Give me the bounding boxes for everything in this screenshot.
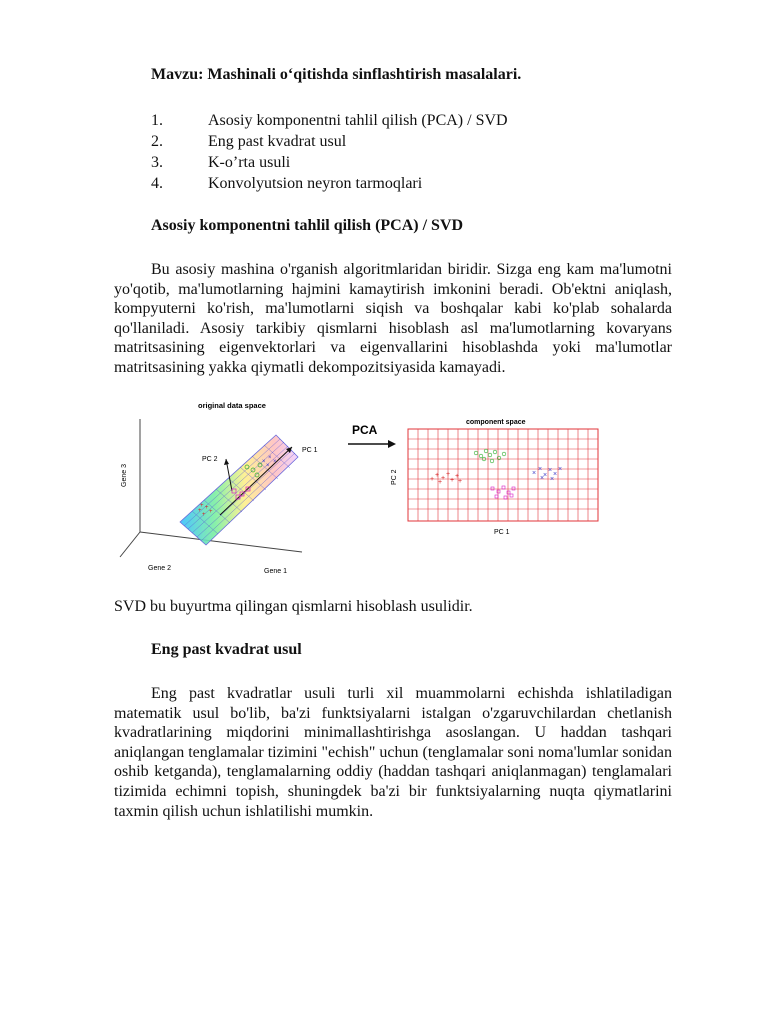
svg-text:×: × — [262, 459, 266, 465]
svg-text:+: + — [458, 478, 463, 485]
topic-list-item — [151, 152, 508, 173]
component-space-plot — [391, 419, 598, 536]
svg-text:×: × — [553, 471, 558, 478]
gene1-label: Gene 1 — [264, 568, 287, 575]
section-heading-pca: Asosiy komponentni tahlil qilish (PCA) / SVD — [151, 217, 464, 234]
pc1-label-left: PC 1 — [302, 447, 318, 454]
svg-text:×: × — [543, 472, 548, 479]
pc2-arrowhead — [224, 459, 229, 465]
topic-label: Asosiy komponentni tahlil qilish (PCA) / SVD — [208, 112, 508, 129]
pca-arrow-label: PCA — [352, 423, 378, 437]
section-paragraph-least-squares: Eng past kvadratlar usuli turli xil muammolarni echishda ishlatiladigan matematik usul bo'lib, ba'zi funktsiyalarni istalgan o'zgaruvchilardan chetlanish kvadratlarining miqdorini minimallashtirishga asoslangan. U haddan tashqari aniqlangan tenglamalar tizimini "echish" uchun (tenglamalar soni noma'lumlar sonidan oshib ketganda), tenglamalarning oddiy (haddan tashqari aniqlanmagan) tenglamalari tizimida echimni topish, shuningdek ba'zi bir funktsiyalarning nuqta qiymatlarini taxmin qilish uchun ishlatilishi mumkin. — [114, 685, 673, 820]
topic-number: 3. — [151, 154, 163, 171]
svg-text:+: + — [430, 476, 435, 483]
svg-text:+: + — [200, 503, 204, 509]
original-data-plot — [120, 401, 318, 575]
topic-list — [151, 110, 508, 194]
svg-text:×: × — [540, 475, 545, 482]
section-heading-least-squares: Eng past kvadrat usul — [151, 641, 302, 658]
topic-label: Eng past kvadrat usul — [208, 133, 347, 150]
original-space-title: original data space — [198, 401, 266, 410]
svg-text:×: × — [532, 470, 537, 477]
svg-text:×: × — [558, 466, 563, 473]
svg-text:+: + — [438, 479, 443, 486]
svg-text:+: + — [202, 512, 206, 518]
svg-text:+: + — [209, 509, 213, 515]
topic-list-item — [151, 173, 508, 194]
gene2-axis — [120, 532, 140, 557]
projection-plane — [180, 435, 298, 545]
topic-list-item — [151, 131, 508, 152]
topic-number: 1. — [151, 112, 163, 129]
svg-text:+: + — [198, 508, 202, 514]
topic-label: Konvolyutsion neyron tarmoqlari — [208, 175, 423, 192]
svg-text:+: + — [450, 477, 455, 484]
svg-text:+: + — [441, 475, 446, 482]
pc2-axis-label: PC 2 — [391, 469, 398, 485]
svg-text:+: + — [205, 505, 209, 511]
svg-text:+: + — [435, 472, 440, 479]
topic-label: K-o’rta usuli — [208, 154, 291, 171]
svg-text:×: × — [550, 476, 555, 483]
gene3-label: Gene 3 — [121, 464, 128, 487]
pca-transform-arrow — [348, 423, 396, 448]
svg-text:×: × — [538, 466, 543, 473]
section-paragraph-pca: Bu asosiy mashina o'rganish algoritmlaridan biridir. Sizga eng kam ma'lumotni yo'qotib, ma'lumotlarning hajmini kamaytirish imkonini beradi. Ob'ektni aniqlash, kompyuterni ko'rish, ma'lumotlarni siqish va boshqalar kabi ko'plab sohalarda qo'llaniladi. Asosiy tarkibiy qismlarni hisoblash asl ma'lumotlarning kovaryans matritsasining eigenvektorlari va eigenvallarini hisoblashda yoki ma'lumotlar matritsasining yakka qiymatli dekompozitsiyasida kamayadi. — [114, 261, 672, 376]
svg-text:×: × — [268, 455, 272, 461]
gene2-label: Gene 2 — [148, 565, 171, 572]
pca-figure — [112, 397, 604, 582]
svg-text:×: × — [266, 463, 270, 469]
component-space-title: component space — [466, 419, 526, 426]
svg-text:+: + — [446, 471, 451, 478]
gene1-axis — [140, 532, 302, 552]
svd-definition: SVD bu buyurtma qilingan qismlarni hisoblash usulidir. — [114, 598, 473, 615]
svg-text:+: + — [455, 473, 460, 480]
pc2-label-left: PC 2 — [202, 456, 218, 463]
svg-text:×: × — [273, 459, 277, 465]
pc1-axis-label: PC 1 — [494, 529, 510, 536]
svg-text:×: × — [548, 467, 553, 474]
topic-number: 2. — [151, 133, 163, 150]
topic-number: 4. — [151, 175, 163, 192]
document-title: Mavzu: Mashinali o‘qitishda sinflashtirish masalalari. — [151, 66, 522, 83]
topic-list-item — [151, 110, 508, 131]
